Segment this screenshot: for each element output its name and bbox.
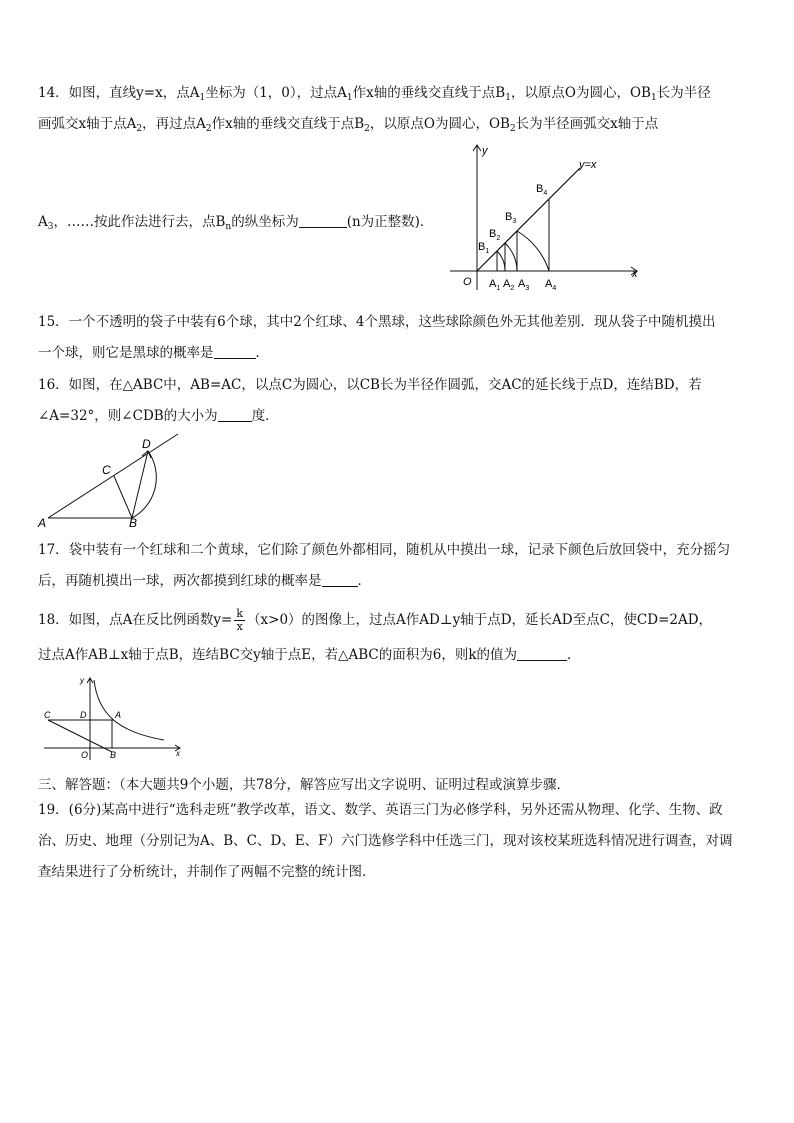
- q18-line-2: 过点A作AB⊥x轴于点B，连结BC交y轴于点E，若△ABC的面积为6，则k的值为 ．: [38, 647, 581, 663]
- q18-line-1: 18．如图，点A在反比例函数y= $\frac{k}{x}$ （x>0）的图像上，过点A作AD⊥y轴于点D，延长AD至点C，使CD=2AD，: [38, 607, 713, 633]
- q16-label-a: A: [38, 516, 47, 530]
- q18-label-b: B: [110, 750, 117, 760]
- line-y-equals-x: [477, 168, 580, 271]
- label-a2: $A_2$: [503, 278, 515, 292]
- q16-label-d: D: [142, 437, 151, 451]
- q18-label-x: x: [176, 749, 180, 758]
- q16-answer-blank[interactable]: [218, 408, 252, 422]
- section-3-heading: 三、解答题：（本大题共9个小题，共78分，解答应写出文字说明、证明过程或演算步骤．: [38, 777, 571, 793]
- q14-line-2: 画弧交x轴于点$A_2$，再过点$A_2$作x轴的垂线交直线于点$B_2$，以原点O为圆心，$OB_2$长为半径画弧交x轴于点: [38, 116, 659, 134]
- label-a3: $A_3$: [518, 278, 530, 292]
- q18-answer-blank[interactable]: [517, 647, 567, 661]
- label-a1: $A_1$: [489, 278, 501, 292]
- q17-line-2: 后，再随机摸出一球，两次都摸到红球的概率是 ．: [38, 573, 371, 589]
- q18-label-o: O: [81, 750, 89, 760]
- q15-line-2: 一个球，则它是黑球的概率是 ．: [38, 345, 269, 361]
- q16-figure: [30, 430, 190, 532]
- q14-line-label: y=x: [579, 159, 597, 171]
- label-b3: $B_3$: [505, 211, 517, 225]
- arc-2: [505, 243, 517, 271]
- q14-y-label: y: [482, 145, 488, 157]
- q14-answer-blank[interactable]: [299, 214, 347, 228]
- q18-figure: [38, 672, 188, 764]
- q17-line-1: 17．袋中装有一个红球和二个黄球，它们除了颜色外都相同，随机从中摸出一球，记录下颜色后放回袋中，充分摇匀: [38, 542, 731, 558]
- q15-answer-blank[interactable]: [214, 345, 256, 359]
- q16-label-c: C: [102, 463, 111, 477]
- q16-line-2: ∠A=32°，则∠CDB的大小为 度．: [38, 408, 279, 424]
- q14-x-label: x: [632, 268, 638, 280]
- q14-line-3: $A_3$，……按此作法进行去，点$B_n$的纵坐标为 (n为正整数)．: [38, 214, 434, 232]
- q16-label-b: B: [129, 516, 138, 530]
- q18-label-a: A: [115, 710, 122, 720]
- fraction-k-over-x: $\frac{k}{x}$: [236, 607, 244, 633]
- q15-line-1: 15．一个不透明的袋子中装有6个球，其中2个红球、4个黑球，这些球除颜色外无其他差别．现从袋子中随机摸出: [38, 314, 716, 330]
- label-a4: $A_4$: [545, 278, 557, 292]
- q14-line-1: 14．如图，直线y=x，点$A_1$坐标为（1，0），过点$A_1$作x轴的垂线交直线于点$B_1$，以原点O为圆心，$OB_1$长为半径: [38, 85, 711, 103]
- hyperbola-curve: [94, 680, 164, 740]
- line-a-d: [48, 434, 178, 518]
- q18-label-c: C: [44, 710, 51, 720]
- q19-line-3: 查结果进行了分析统计，并制作了两幅不完整的统计图．: [38, 864, 376, 880]
- q14-figure: [445, 140, 650, 295]
- segment-c-b: [114, 476, 132, 518]
- label-b4: $B_4$: [536, 183, 548, 197]
- q17-answer-blank[interactable]: [322, 573, 358, 587]
- arc-3: [517, 231, 549, 271]
- q18-label-d: D: [80, 710, 87, 720]
- q16-line-1: 16．如图，在△ABC中，AB=AC，以点C为圆心，以CB长为半径作圆弧，交AC的延长线于点D，连结BD，若: [38, 377, 702, 393]
- q14-origin-label: O: [463, 276, 472, 288]
- segment-c-b: [48, 720, 112, 752]
- label-b1: $B_1$: [478, 241, 490, 255]
- q19-line-2: 治、历史、地理（分别记为A、B、C、D、E、F）六门选修学科中任选三门，现对该校某班选科情况进行调查，对调: [38, 833, 733, 849]
- q19-line-1: 19．(6分)某高中进行“选科走班”教学改革，语文、数学、英语三门为必修学科，另外还需从物理、化学、生物、政: [38, 802, 723, 818]
- q18-label-y: y: [80, 676, 84, 685]
- label-b2: $B_2$: [489, 228, 501, 242]
- arc-1: [497, 251, 505, 271]
